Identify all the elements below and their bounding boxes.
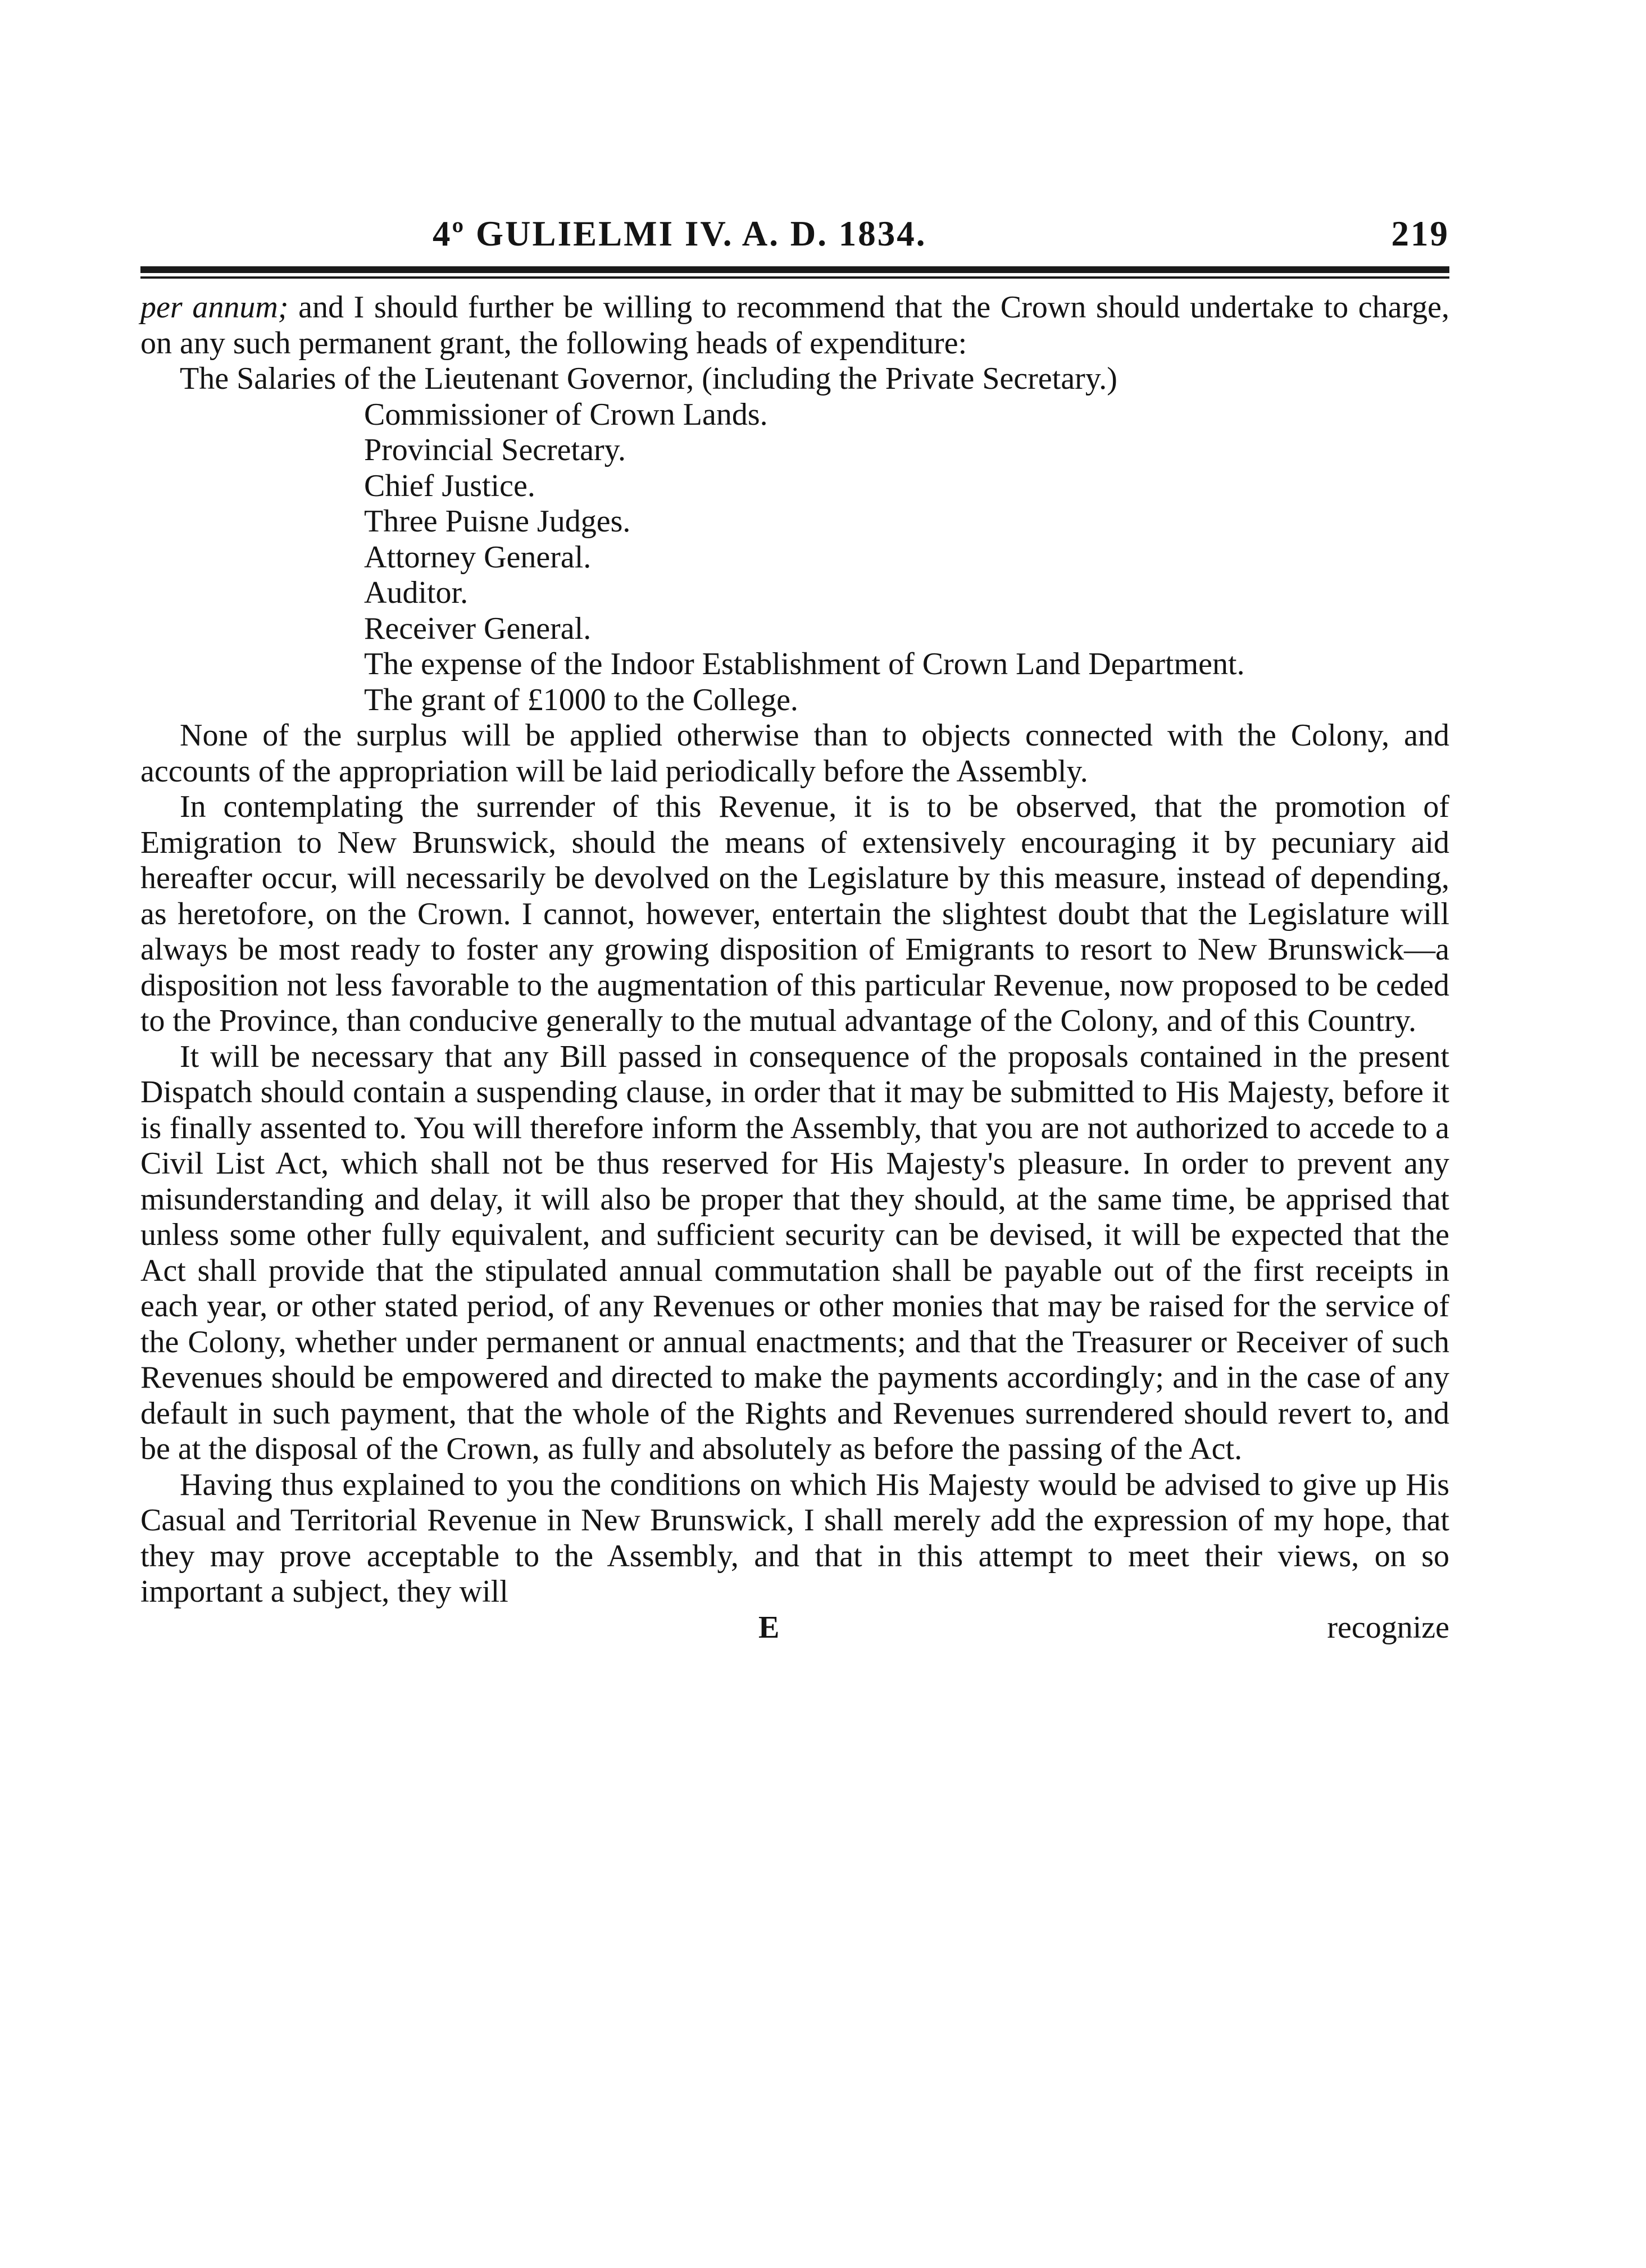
page-number: 219 bbox=[1391, 214, 1449, 253]
salary-item: Provincial Secretary. bbox=[364, 433, 626, 467]
salary-item: Auditor. bbox=[364, 575, 469, 610]
page-footer bbox=[140, 1610, 1449, 1646]
document-page bbox=[140, 213, 1449, 1646]
salary-item: Three Puisne Judges. bbox=[364, 504, 631, 539]
salary-item: Chief Justice. bbox=[364, 468, 535, 503]
salary-list bbox=[140, 397, 1449, 719]
header-rule-thin bbox=[140, 276, 1449, 279]
paragraph-surplus: None of the surplus will be applied otherwise than to objects connected with the Colony, and accounts of the appropriation will be laid periodically before the Assembly. bbox=[140, 718, 1449, 789]
paragraph-conclusion: Having thus explained to you the conditions on which His Majesty would be advised to give up His Casual and Territorial Revenue in New Brunswick, I shall merely add the expression of my hope, that they may prove acceptable to the Assembly, and that in this attempt to meet their views, on so important a subject, they will bbox=[140, 1467, 1449, 1609]
salary-item: Commissioner of Crown Lands. bbox=[364, 397, 768, 432]
page-header bbox=[140, 213, 1449, 264]
salary-item: The grant of £1000 to the College. bbox=[364, 682, 798, 717]
header-rule-thick bbox=[140, 266, 1449, 273]
signature-mark: E bbox=[758, 1610, 780, 1645]
salary-item: The expense of the Indoor Establishment of Crown Land Department. bbox=[364, 647, 1245, 681]
paragraph-emigration: In contemplating the surrender of this Revenue, it is to be observed, that the promotion of Emigration to New Brunswick, should the means of extensively encouraging it by pecuniary aid hereafter occur, will necessarily be devolved on the Legislature by this measure, instead of depending, as heretofore, on the Crown. I cannot, however, entertain the slightest doubt that the Legislature will always be most ready to foster any growing disposition of Emigrants to resort to New Brunswick—a disposition not less favorable to the augmentation of this particular Revenue, now proposed to be ceded to the Province, than conducive generally to the mutual advantage of the Colony, and of this Country. bbox=[140, 789, 1449, 1038]
paragraph-1 bbox=[140, 290, 1449, 361]
catchword: recognize bbox=[1327, 1610, 1449, 1645]
per-annum-italic: per annum; bbox=[140, 290, 289, 325]
body-text bbox=[140, 290, 1449, 1610]
salary-item: Receiver General. bbox=[364, 611, 592, 646]
salary-item: Attorney General. bbox=[364, 539, 592, 575]
paragraph-1-text: and I should further be willing to recommend that the Crown should undertake to charge, on any such permanent grant, the following heads of expenditure: bbox=[140, 290, 1449, 361]
salaries-lead: The Salaries of the Lieutenant Governor, (including the Private Secretary.) bbox=[180, 361, 1117, 396]
running-title: 4º GULIELMI IV. A. D. 1834. bbox=[433, 214, 927, 253]
paragraph-suspending-clause: It will be necessary that any Bill passed in consequence of the proposals contained in the present Dispatch should contain a suspending clause, in order that it may be submitted to His Majesty, before it is finally assented to. You will therefore inform the Assembly, that you are not authorized to accede to a Civil List Act, which shall not be thus reserved for His Majesty's pleasure. In order to prevent any misunderstanding and delay, it will also be proper that they should, at the same time, be apprised that unless some other fully equivalent, and sufficient security can be devised, it will be expected that the Act shall provide that the stipulated annual commutation shall be payable out of the first receipts in each year, or other stated period, of any Revenues or other monies that may be raised for the service of the Colony, whether under permanent or annual enactments; and that the Treasurer or Receiver of such Revenues should be empowered and directed to make the payments accordingly; and in the case of any default in such payment, that the whole of the Rights and Revenues surrendered should revert to, and be at the disposal of the Crown, as fully and absolutely as before the passing of the Act. bbox=[140, 1039, 1449, 1466]
